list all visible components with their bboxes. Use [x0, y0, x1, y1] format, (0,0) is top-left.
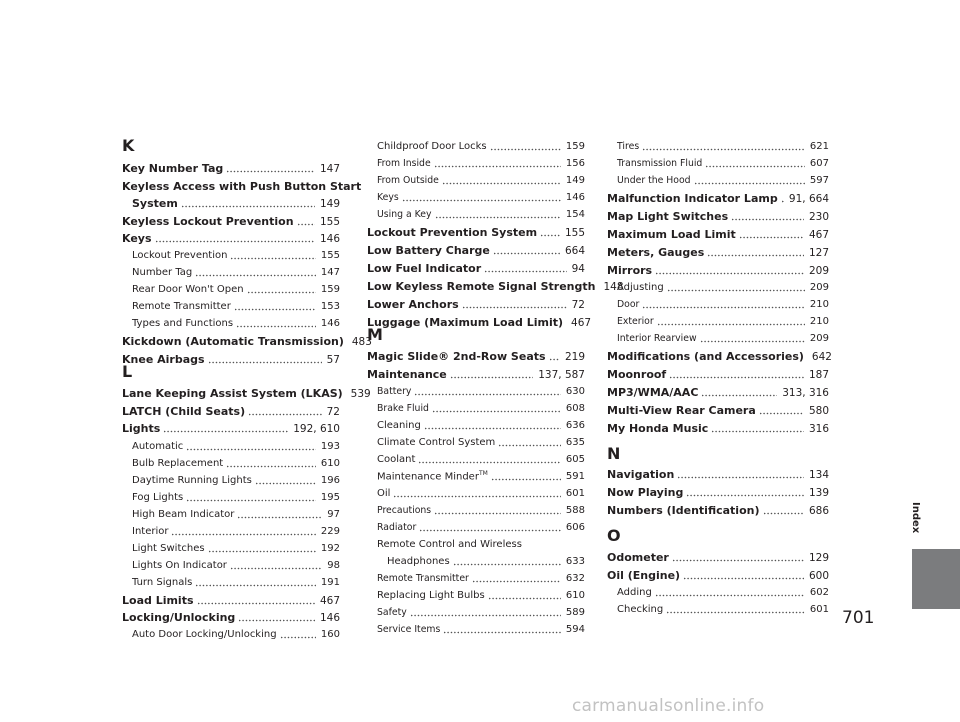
- index-side-tab[interactable]: [912, 549, 960, 609]
- section-letter-l: L: [122, 362, 133, 381]
- dot-leader: [672, 558, 804, 562]
- dot-leader: [226, 169, 315, 173]
- index-entry: Map Light Switches 230: [607, 210, 829, 223]
- index-entry: Modifications (and Accessories) 642: [607, 350, 832, 363]
- dot-leader: [410, 613, 561, 617]
- index-subentry: Interior Rearview 209: [617, 333, 829, 344]
- dot-leader: [453, 562, 561, 566]
- dot-leader: [781, 199, 784, 203]
- dot-leader: [666, 610, 805, 614]
- dot-leader: [642, 147, 805, 151]
- dot-leader: [540, 233, 560, 237]
- index-subentry: Remote Transmitter 153: [132, 301, 340, 312]
- index-subentry: Using a Key 154: [377, 209, 585, 220]
- index-subentry: Climate Control System 635: [377, 437, 585, 448]
- dot-leader: [700, 339, 805, 343]
- index-entry: Load Limits 467: [122, 594, 340, 607]
- index-subentry: Tires 621: [617, 141, 829, 152]
- index-subentry: Bulb Replacement 610: [132, 458, 340, 469]
- index-entry: Low Fuel Indicator 94: [367, 262, 585, 275]
- dot-leader: [419, 528, 561, 532]
- dot-leader: [669, 375, 804, 379]
- dot-leader: [197, 601, 315, 605]
- dot-leader: [711, 429, 804, 433]
- dot-leader: [462, 305, 567, 309]
- index-subentry: Lockout Prevention 155: [132, 250, 340, 261]
- index-entry: Meters, Gauges 127: [607, 246, 829, 259]
- dot-leader: [171, 532, 315, 536]
- index-subentry: From Outside 149: [377, 175, 585, 186]
- dot-leader: [230, 566, 322, 570]
- index-subentry: Daytime Running Lights 196: [132, 475, 340, 486]
- index-subentry: Maintenance Minder™ 591: [377, 469, 585, 482]
- dot-leader: [234, 307, 316, 311]
- index-subentry: Safety 589: [377, 607, 585, 618]
- dot-leader: [414, 392, 560, 396]
- dot-leader: [434, 511, 561, 515]
- dot-leader: [759, 411, 804, 415]
- index-subentry: Precautions 588: [377, 505, 585, 516]
- index-entry: Low Battery Charge 664: [367, 244, 585, 257]
- dot-leader: [402, 198, 561, 202]
- index-subentry: Keys 146: [377, 192, 585, 203]
- dot-leader: [657, 322, 805, 326]
- dot-leader: [155, 239, 315, 243]
- index-side-label: Index: [910, 502, 921, 534]
- index-subentry: Exterior 210: [617, 316, 829, 327]
- index-subentry: Adjusting 209: [617, 282, 829, 293]
- dot-leader: [491, 477, 561, 481]
- dot-leader: [549, 357, 560, 361]
- index-subentry: Automatic 193: [132, 441, 340, 452]
- dot-leader: [186, 447, 316, 451]
- dot-leader: [472, 579, 561, 583]
- dot-leader: [208, 549, 316, 553]
- index-entry: Magic Slide® 2nd-Row Seats 219: [367, 350, 585, 363]
- index-entry: Odometer 129: [607, 551, 829, 564]
- index-entry: Knee Airbags 57: [122, 353, 340, 366]
- index-entry: Numbers (Identification) 686: [607, 504, 829, 517]
- index-entry: LATCH (Child Seats) 72: [122, 405, 340, 418]
- index-subentry: Oil 601: [377, 488, 585, 499]
- section-letter-k: K: [122, 136, 135, 155]
- index-entry: Mirrors 209: [607, 264, 829, 277]
- index-entry: Now Playing 139: [607, 486, 829, 499]
- index-subentry: From Inside 156: [377, 158, 585, 169]
- dot-leader: [248, 412, 322, 416]
- index-entry: Maintenance 137, 587: [367, 368, 585, 381]
- dot-leader: [484, 269, 566, 273]
- index-entry: Lane Keeping Assist System (LKAS) 539: [122, 387, 371, 400]
- index-entry: Keyless Access with Push Button Start: [122, 180, 362, 193]
- index-subentry: Fog Lights 195: [132, 492, 340, 503]
- dot-leader: [434, 164, 561, 168]
- index-subentry: Types and Functions 146: [132, 318, 340, 329]
- index-subentry: Service Items 594: [377, 624, 585, 635]
- index-entry: Malfunction Indicator Lamp 91, 664: [607, 192, 829, 205]
- dot-leader: [705, 164, 805, 168]
- dot-leader: [424, 426, 561, 430]
- dot-leader: [493, 251, 560, 255]
- dot-leader: [642, 305, 805, 309]
- dot-leader: [442, 181, 561, 185]
- index-subentry: Lights On Indicator 98: [132, 560, 340, 571]
- dot-leader: [181, 204, 315, 208]
- index-subentry: Headphones 633: [387, 556, 585, 567]
- index-subentry: Cleaning 636: [377, 420, 585, 431]
- dot-leader: [297, 222, 315, 226]
- dot-leader: [686, 493, 804, 497]
- dot-leader: [763, 511, 804, 515]
- index-subentry: High Beam Indicator 97: [132, 509, 340, 520]
- index-subentry: Coolant 605: [377, 454, 585, 465]
- index-subentry: Interior 229: [132, 526, 340, 537]
- index-entry: MP3/WMA/AAC 313, 316: [607, 386, 829, 399]
- index-entry: Key Number Tag 147: [122, 162, 340, 175]
- index-entry: System 149: [132, 197, 340, 210]
- dot-leader: [237, 515, 322, 519]
- dot-leader: [236, 324, 316, 328]
- index-entry: Navigation 134: [607, 468, 829, 481]
- dot-leader: [186, 498, 316, 502]
- section-letter-m: M: [367, 325, 383, 344]
- dot-leader: [432, 409, 561, 413]
- dot-leader: [450, 375, 533, 379]
- index-subentry: Number Tag 147: [132, 267, 340, 278]
- index-subentry: Battery 630: [377, 386, 585, 397]
- index-entry: Lights 192, 610: [122, 422, 340, 435]
- index-entry: Oil (Engine) 600: [607, 569, 829, 582]
- index-entry: Luggage (Maximum Load Limit) 467: [367, 316, 592, 329]
- dot-leader: [739, 235, 804, 239]
- dot-leader: [238, 618, 315, 622]
- index-subentry: Under the Hood 597: [617, 175, 829, 186]
- dot-leader: [683, 576, 804, 580]
- index-subentry: Childproof Door Locks 159: [377, 141, 585, 152]
- index-entry: Lower Anchors 72: [367, 298, 585, 311]
- dot-leader: [435, 215, 561, 219]
- dot-leader: [655, 271, 804, 275]
- dot-leader: [280, 635, 316, 639]
- dot-leader: [195, 273, 316, 277]
- index-entry: Multi-View Rear Camera 580: [607, 404, 829, 417]
- dot-leader: [208, 360, 322, 364]
- index-entry: Keys 146: [122, 232, 340, 245]
- page-number: 701: [842, 608, 875, 628]
- dot-leader: [418, 460, 561, 464]
- dot-leader: [230, 256, 315, 260]
- index-subentry: Door 210: [617, 299, 829, 310]
- index-entry: Low Keyless Remote Signal Strength 148: [367, 280, 624, 293]
- dot-leader: [163, 429, 288, 433]
- dot-leader: [498, 443, 561, 447]
- index-entry: Keyless Lockout Prevention 155: [122, 215, 340, 228]
- index-subentry: Remote Transmitter 632: [377, 573, 585, 584]
- index-subentry: Replacing Light Bulbs 610: [377, 590, 585, 601]
- index-subentry: Auto Door Locking/Unlocking 160: [132, 629, 340, 640]
- index-subentry: Brake Fluid 608: [377, 403, 585, 414]
- index-subentry: Adding 602: [617, 587, 829, 598]
- index-subentry: Remote Control and Wireless: [377, 539, 522, 550]
- dot-leader: [731, 217, 804, 221]
- dot-leader: [393, 494, 560, 498]
- dot-leader: [226, 464, 316, 468]
- index-subentry: Radiator 606: [377, 522, 585, 533]
- index-entry: Lockout Prevention System 155: [367, 226, 585, 239]
- dot-leader: [707, 253, 804, 257]
- dot-leader: [655, 593, 805, 597]
- dot-leader: [195, 583, 316, 587]
- dot-leader: [694, 181, 805, 185]
- index-entry: Maximum Load Limit 467: [607, 228, 829, 241]
- dot-leader: [677, 475, 804, 479]
- section-letter-n: N: [607, 444, 621, 463]
- dot-leader: [490, 147, 561, 151]
- dot-leader: [701, 393, 777, 397]
- dot-leader: [488, 596, 561, 600]
- index-subentry: Transmission Fluid 607: [617, 158, 829, 169]
- dot-leader: [667, 288, 805, 292]
- index-entry: Moonroof 187: [607, 368, 829, 381]
- section-letter-o: O: [607, 526, 621, 545]
- index-entry: Locking/Unlocking 146: [122, 611, 340, 624]
- dot-leader: [255, 481, 316, 485]
- index-subentry: Light Switches 192: [132, 543, 340, 554]
- index-entry: My Honda Music 316: [607, 422, 829, 435]
- index-subentry: Checking 601: [617, 604, 829, 615]
- index-subentry: Rear Door Won't Open 159: [132, 284, 340, 295]
- watermark-text: carmanualsonline.info: [572, 696, 765, 716]
- dot-leader: [443, 630, 561, 634]
- index-subentry: Turn Signals 191: [132, 577, 340, 588]
- dot-leader: [247, 290, 316, 294]
- index-entry: Kickdown (Automatic Transmission) 483: [122, 335, 372, 348]
